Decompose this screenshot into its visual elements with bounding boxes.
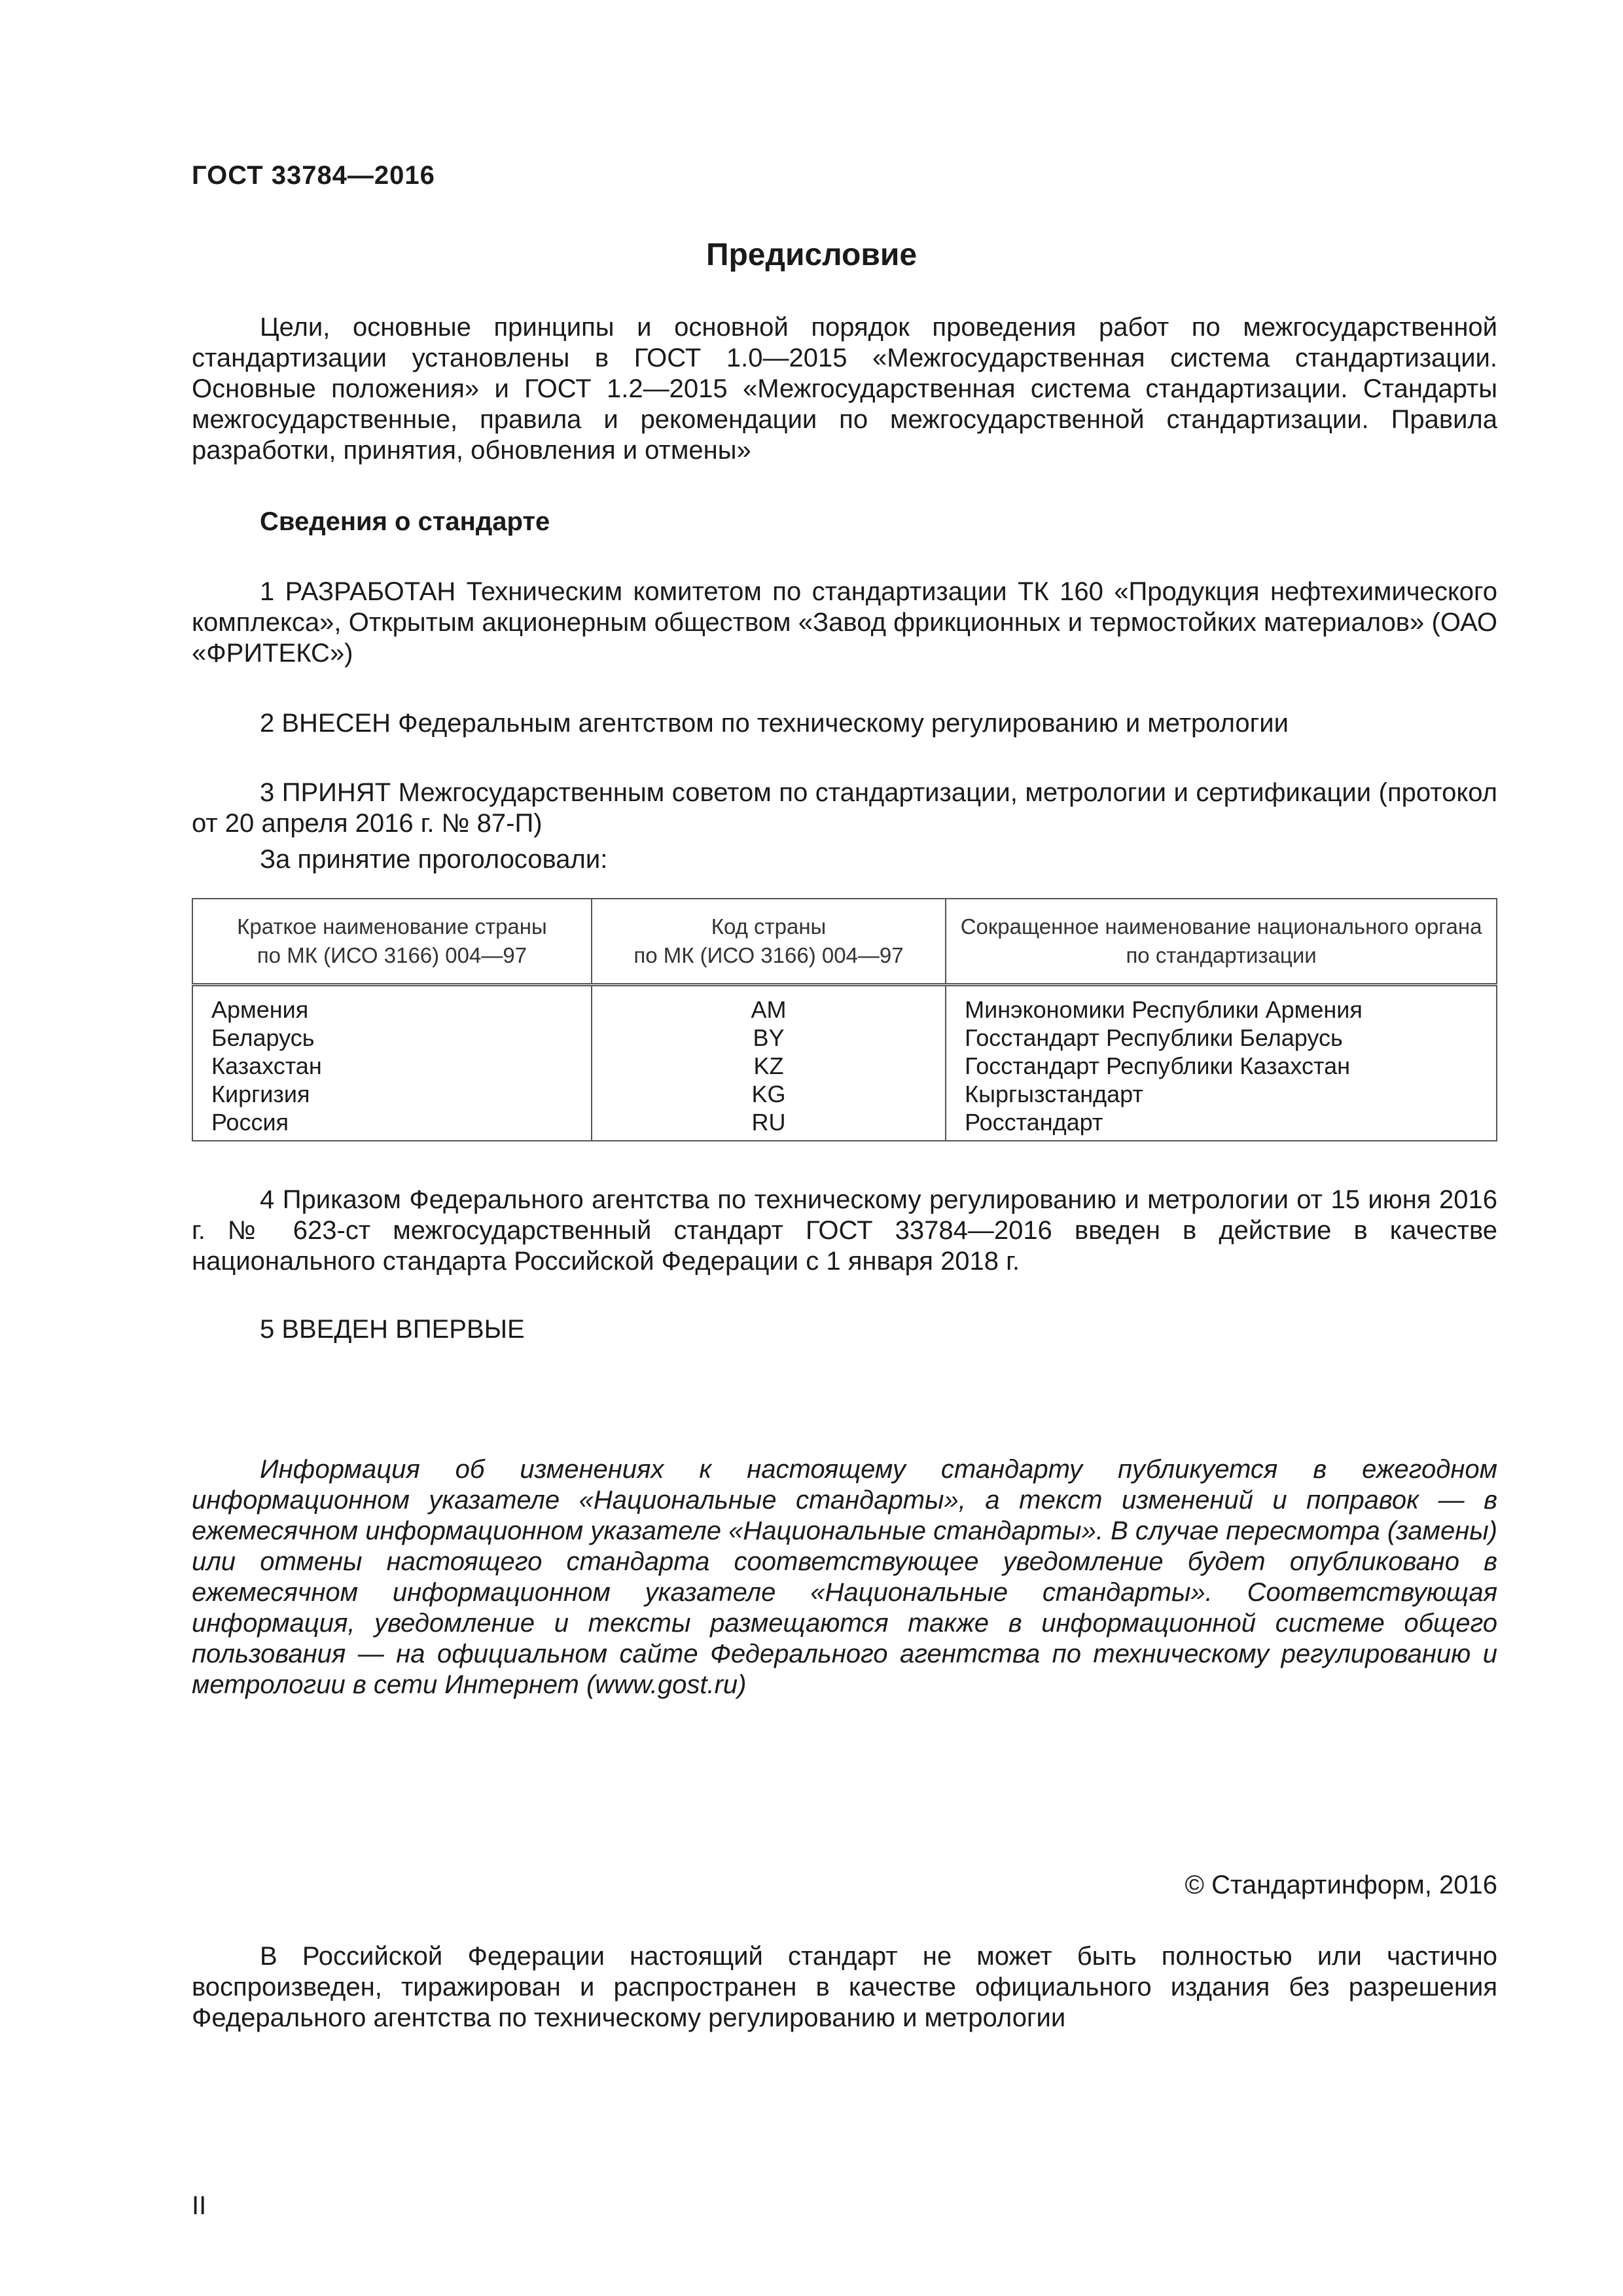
header-line: по стандартизации xyxy=(1126,943,1317,967)
member-states-table xyxy=(192,898,1497,1141)
intro-paragraph: Цели, основные принципы и основной порядок проведения работ по межгосударственной стандартизации установлены в ГОСТ 1.0—2015 «Межгосударственная система стандартизации. Основные положения» и ГОСТ 1.2—2015 «Межгосударственная система стандартизации. Стандарты межгосударственные, правила и рекомендации по межгосударственной стандартизации. Правила разработки, принятия, обновления и отмены» xyxy=(192,313,1497,465)
page-number: II xyxy=(192,2191,207,2220)
table-row xyxy=(192,985,1497,1024)
document-code: ГОСТ 33784—2016 xyxy=(192,161,435,190)
item-2-introduced: 2 ВНЕСЕН Федеральным агентством по техническому регулированию и метрологии xyxy=(260,709,1289,738)
table-row xyxy=(192,1108,1497,1141)
header-line: по МК (ИСО 3166) 004—97 xyxy=(257,943,527,967)
authority-cell: Кыргызстандарт xyxy=(946,1080,1497,1108)
voted-label: За принятие проголосовали: xyxy=(260,845,608,874)
section-title: Сведения о стандарте xyxy=(260,507,550,536)
authority-cell: Росстандарт xyxy=(946,1108,1497,1141)
table-header-country xyxy=(192,899,592,985)
item-5-first-introduced: 5 ВВЕДЕН ВПЕРВЫЕ xyxy=(260,1315,525,1344)
table-row xyxy=(192,1024,1497,1052)
country-cell: Киргизия xyxy=(192,1080,592,1108)
code-cell: AM xyxy=(592,985,946,1024)
header-line: Сокращенное наименование национального органа xyxy=(960,914,1482,939)
code-cell: RU xyxy=(592,1108,946,1141)
rights-paragraph: В Российской Федерации настоящий стандарт не может быть полностью или частично воспроизведен, тиражирован и распространен в качестве официального издания без разрешения Федерального агентства по техническому регулированию и метрологии xyxy=(192,1942,1497,2032)
item-4-order: 4 Приказом Федерального агентства по техническому регулированию и метрологии от 15 июня 2016 г. № 623-ст межгосударственный стандарт ГОСТ 33784—2016 введен в действие в качестве национального стандарта Российской Федерации с 1 января 2018 г. xyxy=(192,1185,1497,1276)
item-3-adopted: 3 ПРИНЯТ Межгосударственным советом по стандартизации, метрологии и сертификации (протокол от 20 апреля 2016 г. № 87-П) xyxy=(192,778,1497,838)
table-header-code xyxy=(592,899,946,985)
item-1-developed: 1 РАЗРАБОТАН Техническим комитетом по стандартизации ТК 160 «Продукция нефтехимического комплекса», Открытым акционерным обществом «Завод фрикционных и термостойких материалов» (ОАО «ФРИТЕКС») xyxy=(192,577,1497,668)
header-line: Код страны xyxy=(711,914,827,939)
page-title: Предисловие xyxy=(705,238,918,272)
authority-cell: Госстандарт Республики Беларусь xyxy=(946,1024,1497,1052)
table-row xyxy=(192,1052,1497,1080)
table-header-authority xyxy=(946,899,1497,985)
country-cell: Беларусь xyxy=(192,1024,592,1052)
copyright-notice: © Стандартинформ, 2016 xyxy=(1185,1871,1497,1899)
code-cell: BY xyxy=(592,1024,946,1052)
authority-cell: Минэкономики Республики Армения xyxy=(946,985,1497,1024)
changes-info-paragraph: Информация об изменениях к настоящему стандарту публикуется в ежегодном информационном указателе «Национальные стандарты», а текст изменений и поправок — в ежемесячном информационном указателе «Национальные стандарты». В случае пересмотра (замены) или отмены настоящего стандарта соответствующее уведомление будет опубликовано в ежемесячном информационном указателе «Национальные стандарты». Соответствующая информация, уведомление и тексты размещаются также в информационной системе общего пользования — на официальном сайте Федерального агентства по техническому регулированию и метрологии в сети Интернет (www.gost.ru) xyxy=(192,1455,1497,1699)
country-cell: Казахстан xyxy=(192,1052,592,1080)
country-cell: Россия xyxy=(192,1108,592,1141)
header-line: по МК (ИСО 3166) 004—97 xyxy=(633,943,904,967)
country-cell: Армения xyxy=(192,985,592,1024)
table-row xyxy=(192,1080,1497,1108)
table-header-row xyxy=(192,899,1497,985)
authority-cell: Госстандарт Республики Казахстан xyxy=(946,1052,1497,1080)
code-cell: KZ xyxy=(592,1052,946,1080)
header-line: Краткое наименование страны xyxy=(237,914,547,939)
code-cell: KG xyxy=(592,1080,946,1108)
